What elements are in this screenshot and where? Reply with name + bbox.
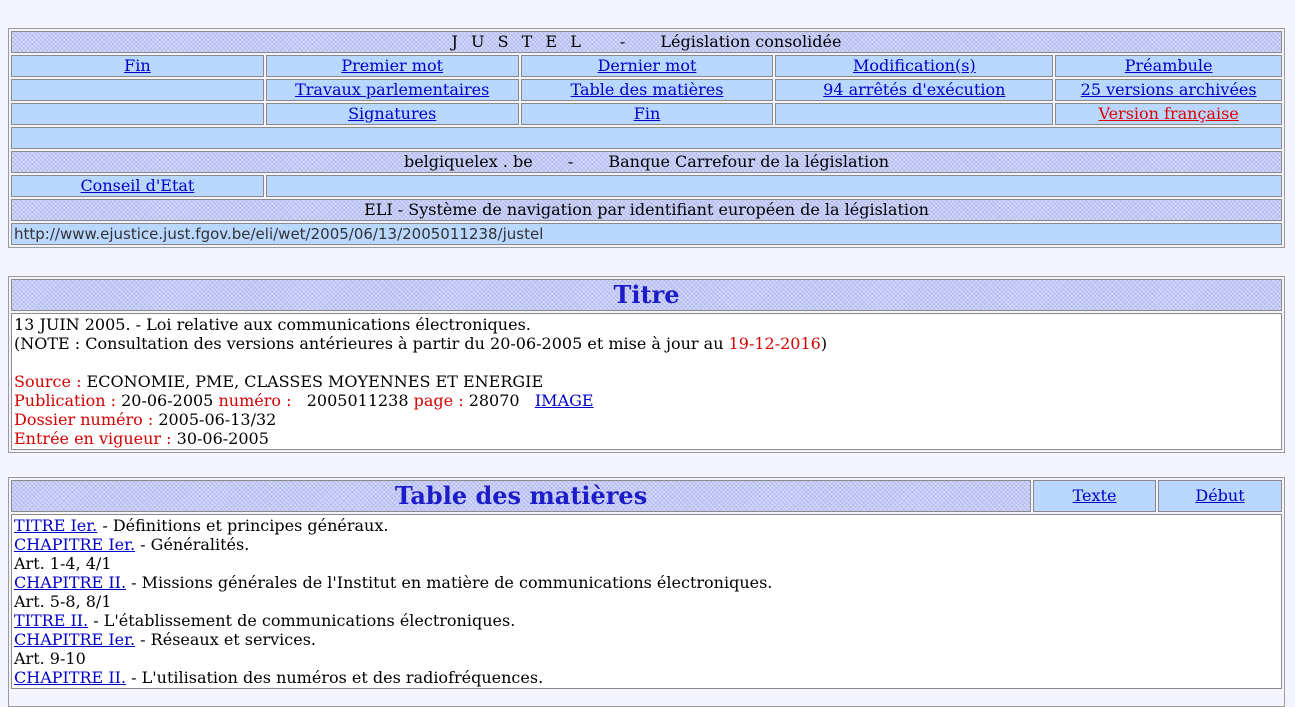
toc-entry [14,516,1279,535]
titre-table [9,277,1284,452]
page-value: 28070 [468,391,520,410]
vigueur-value: 30-06-2005 [176,429,269,448]
nav-cell [11,175,264,197]
toc-entry-text: Art. 9-10 [14,649,86,668]
titre-frame [8,276,1285,453]
dossier-value: 2005-06-13/32 [158,410,277,429]
justel-nav-frame [8,28,1285,248]
toc-entry-link[interactable]: CHAPITRE Ier. [14,630,136,649]
nav-cell-empty [266,175,1282,197]
source-label: Source : [14,372,82,391]
justel-nav-table [9,29,1284,247]
nav-cell [775,79,1053,101]
toc-body [11,514,1282,689]
justel-title [11,31,1282,53]
publication-line [14,391,1279,410]
toc-entry-text: Art. 1-4, 4/1 [14,554,112,573]
vigueur-label: Entrée en vigueur : [14,429,172,448]
nav-cell [1055,79,1282,101]
toc-entry-text: - L'établissement de communications électroniques. [88,611,516,630]
blank-line [14,353,1279,372]
toc-entry [14,668,1279,687]
toc-entry-link[interactable]: TITRE Ier. [14,516,98,535]
nav-cell [521,103,774,125]
toc-nav-cell [1158,480,1282,512]
dernier-mot-link[interactable]: Dernier mot [597,56,697,75]
law-title: 13 JUIN 2005. - Loi relative aux communications électroniques. [14,315,531,334]
toc-entry-text: - Missions générales de l'Institut en matière de communications électroniques. [126,573,773,592]
premier-mot-link[interactable]: Premier mot [341,56,443,75]
note-close: ) [820,334,828,353]
titre-heading: Titre [11,279,1282,311]
toc-entry-link[interactable]: CHAPITRE Ier. [14,535,136,554]
justel-label: J U S T E L [451,32,585,51]
source-line [14,372,1279,391]
table-des-matieres-link[interactable]: Table des matières [570,80,724,99]
preambule-link[interactable]: Préambule [1124,56,1213,75]
toc-table [9,478,1284,691]
toc-entry-text: - Généralités. [135,535,250,554]
legislation-consolidee-label: Législation consolidée [660,32,842,51]
toc-entry-link[interactable]: CHAPITRE II. [14,668,127,687]
page-label: page : [413,391,464,410]
numero-label: numéro : [218,391,292,410]
toc-entry [14,592,1279,611]
texte-link[interactable]: Texte [1072,486,1117,505]
banque-carrefour-label: Banque Carrefour de la législation [608,152,890,171]
nav-cell [521,79,774,101]
arretes-execution-link[interactable]: 94 arrêtés d'exécution [823,80,1006,99]
note-update-date: 19-12-2016 [728,334,821,353]
nav-cell [1055,55,1282,77]
titre-body [11,313,1282,450]
modifications-link[interactable]: Modification(s) [852,56,976,75]
nav-cell-empty [775,103,1053,125]
toc-entry-link[interactable]: TITRE II. [14,611,89,630]
toc-entry-text: Art. 5-8, 8/1 [14,592,112,611]
publication-value: 20-06-2005 [121,391,214,410]
eli-url: http://www.ejustice.just.fgov.be/eli/wet/2005/06/13/2005011238/justel [11,223,1282,245]
toc-entry [14,630,1279,649]
belgiquelex-separator: - [567,152,574,171]
versions-archivees-link[interactable]: 25 versions archivées [1080,80,1257,99]
belgiquelex-label: belgiquelex . be [403,152,533,171]
toc-frame [8,477,1285,707]
dossier-label: Dossier numéro : [14,410,154,429]
toc-nav-cell [1033,480,1156,512]
nav-cell [521,55,774,77]
dossier-line [14,410,1279,429]
toc-entry-link[interactable]: CHAPITRE II. [14,573,127,592]
toc-entry-text: - Réseaux et services. [135,630,317,649]
nav-cell [266,103,519,125]
note-text: (NOTE : Consultation des versions antérieures à partir du 20-06-2005 et mise à jour au [14,334,729,353]
title-separator: - [619,32,626,51]
toc-entry [14,573,1279,592]
toc-heading: Table des matières [11,480,1031,512]
nav-spacer-row [11,127,1282,149]
nav-cell-empty [11,79,264,101]
signatures-link[interactable]: Signatures [348,104,437,123]
source-value: ECONOMIE, PME, CLASSES MOYENNES ET ENERGIE [86,372,544,391]
numero-value: 2005011238 [306,391,409,410]
nav-cell [266,79,519,101]
debut-link[interactable]: Début [1195,486,1245,505]
publication-label: Publication : [14,391,117,410]
vigueur-line [14,429,1279,448]
toc-entry [14,611,1279,630]
nav-cell [1055,103,1282,125]
toc-entry [14,554,1279,573]
travaux-parlementaires-link[interactable]: Travaux parlementaires [295,80,490,99]
toc-entry [14,535,1279,554]
consultation-note [14,334,1279,353]
nav-cell-empty [11,103,264,125]
nav-cell [266,55,519,77]
conseil-etat-link[interactable]: Conseil d'Etat [80,176,195,195]
toc-entry-text: - Définitions et principes généraux. [97,516,389,535]
fin-link[interactable]: Fin [124,56,151,75]
nav-cell [11,55,264,77]
belgiquelex-title [11,151,1282,173]
version-francaise-link[interactable]: Version française [1098,104,1239,123]
image-link[interactable]: IMAGE [534,391,594,410]
nav-cell [775,55,1053,77]
toc-entry [14,649,1279,668]
eli-title: ELI - Système de navigation par identifiant européen de la législation [11,199,1282,221]
toc-entry-text: - L'utilisation des numéros et des radiofréquences. [126,668,544,687]
fin-link-bottom[interactable]: Fin [633,104,661,123]
